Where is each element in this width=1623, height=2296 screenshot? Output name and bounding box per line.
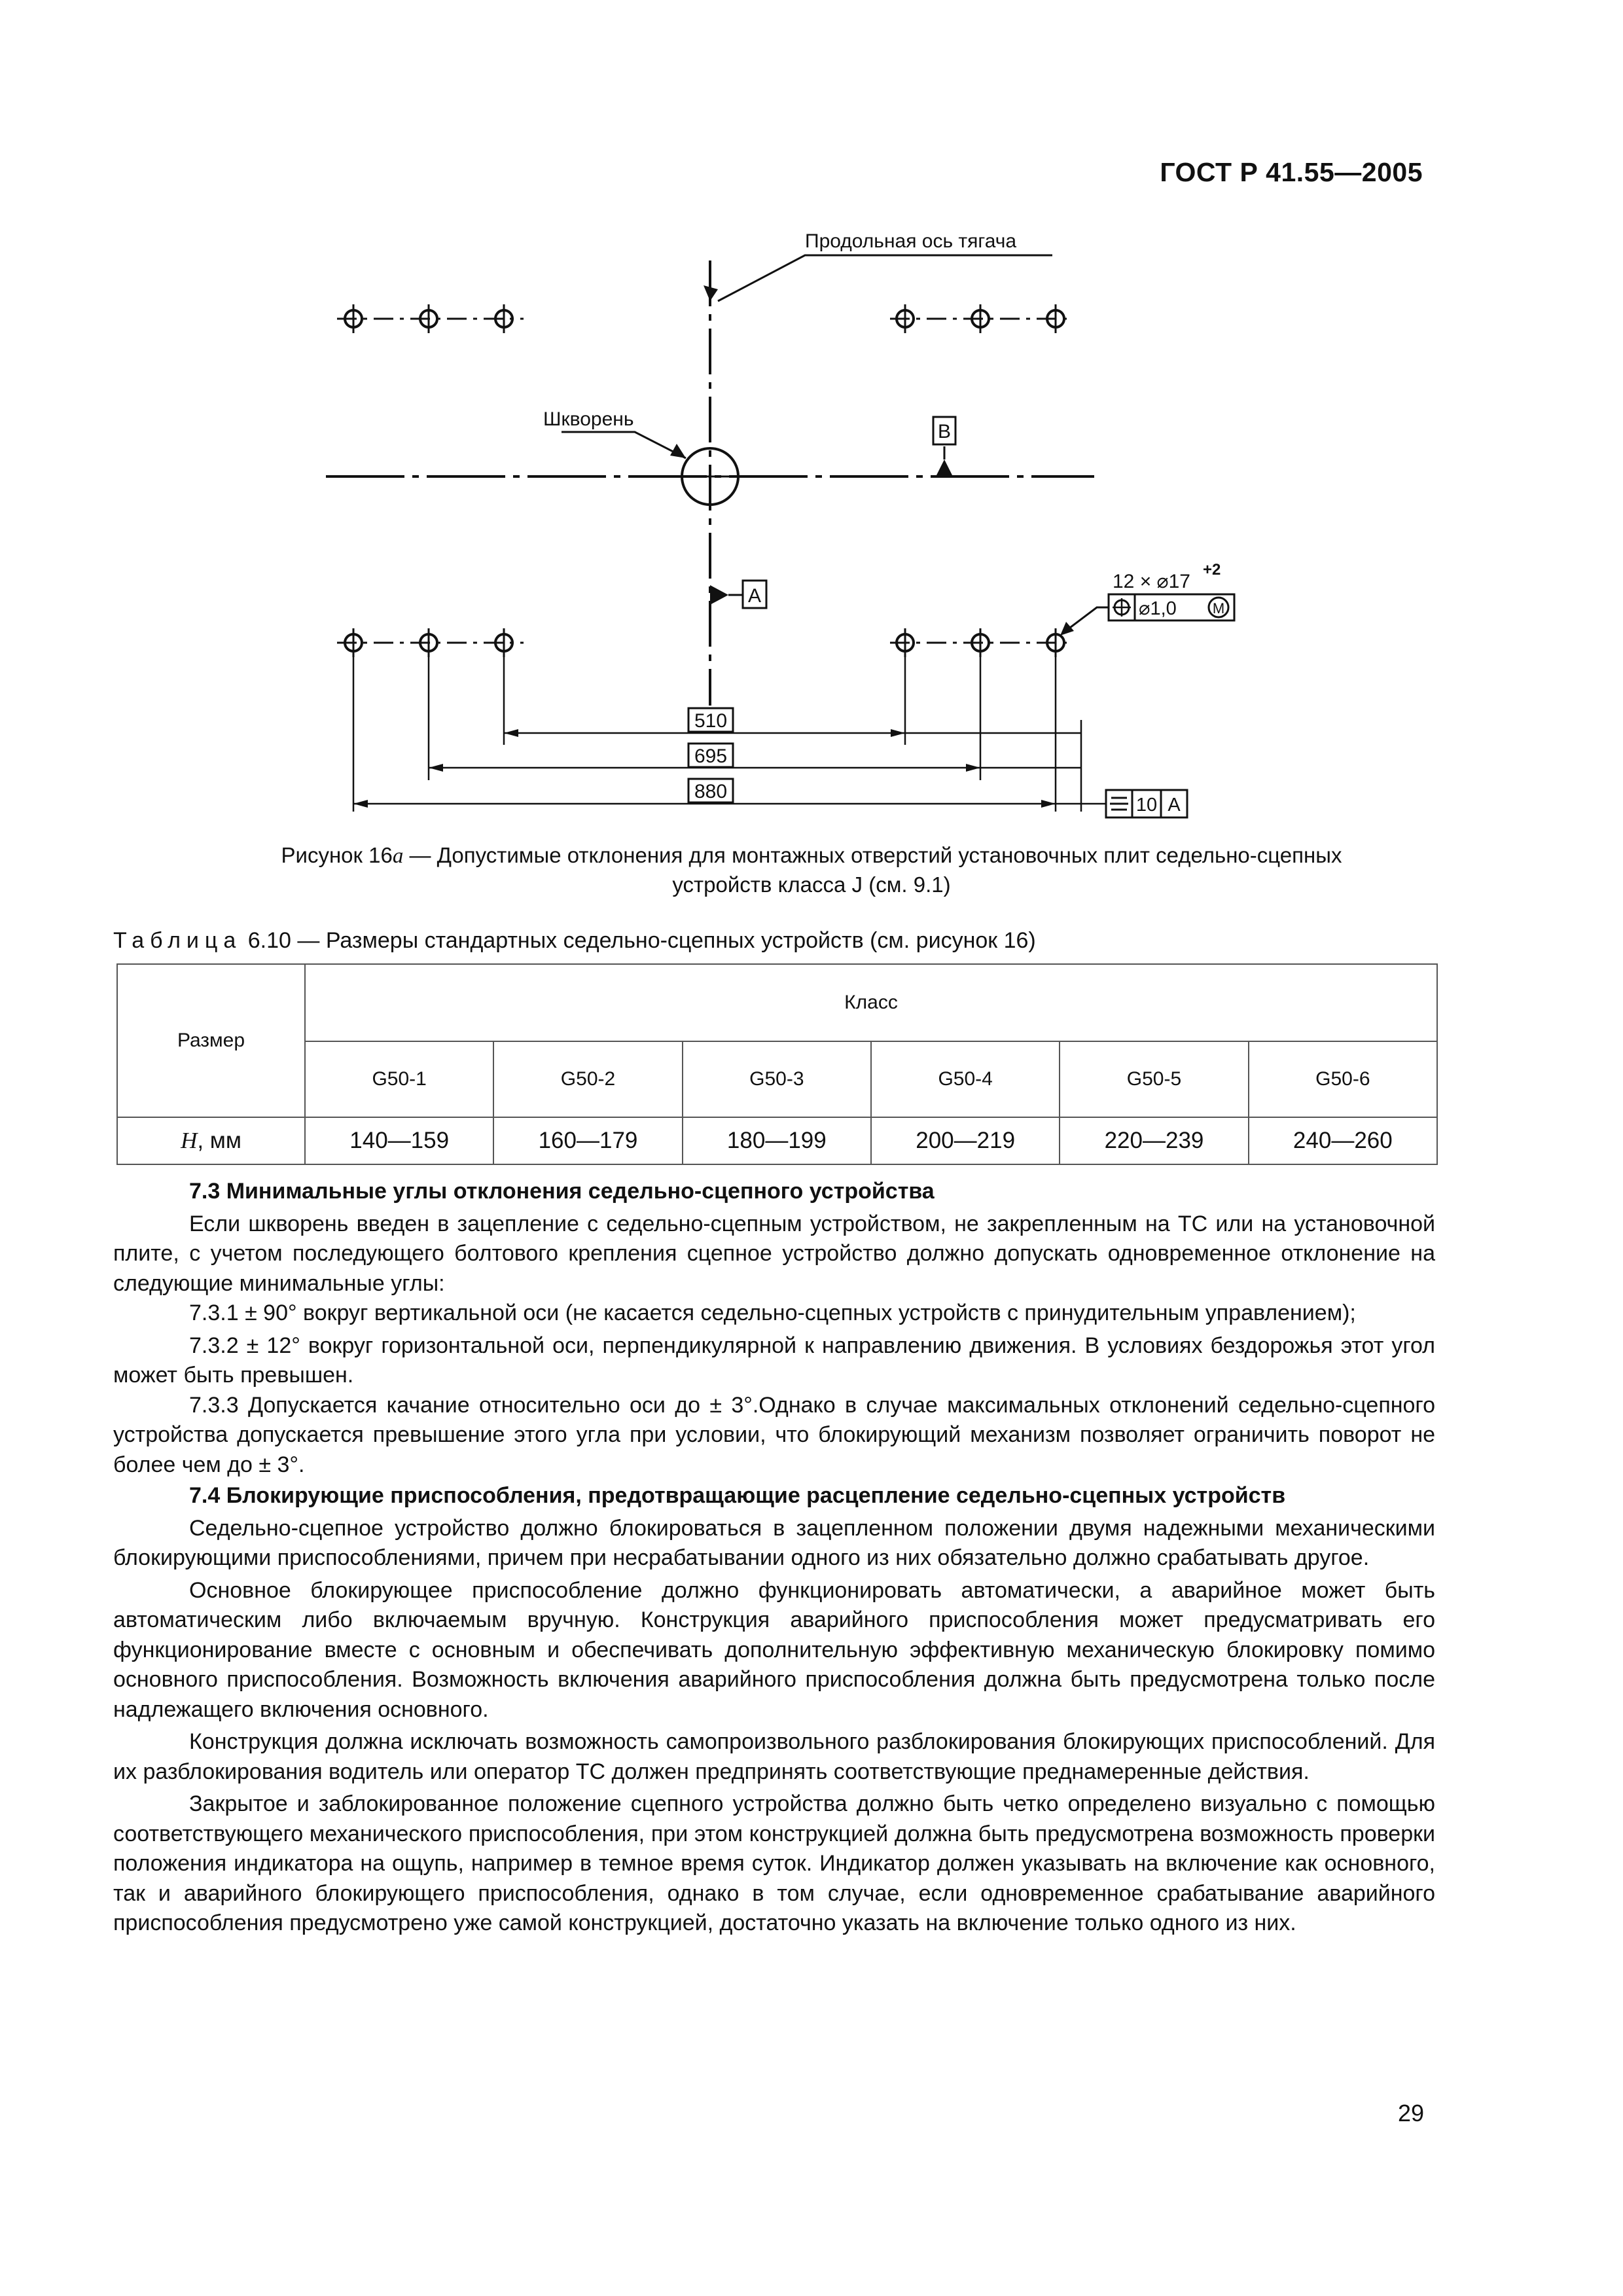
table-cell: 200—219 bbox=[871, 1117, 1060, 1164]
symmetry-datum: A bbox=[1168, 795, 1181, 816]
table-row bbox=[117, 1117, 1437, 1164]
column-header: G50-3 bbox=[683, 1041, 871, 1117]
paragraph: 7.3.3 Допускается качание относительно оси до ± 3°.Однако в случае максимальных отклонений седельно-сцепного устройства допускается превышение этого угла при условии, что блокирующий механизм позволяет ограничить поворот не более чем до ± 3°. bbox=[113, 1392, 1435, 1477]
header-class: Класс bbox=[305, 964, 1437, 1041]
paragraph: 7.3.2 ± 12° вокруг горизонтальной оси, перпендикулярной к направлению движения. В условиях бездорожья этот угол может быть превышен. bbox=[113, 1333, 1435, 1388]
symmetry-tolerance-frame bbox=[1106, 790, 1187, 817]
axis-label-leader bbox=[718, 255, 1052, 301]
caption-prefix: Рисунок 16 bbox=[281, 843, 393, 867]
hole-spec-tolerance: +2 bbox=[1203, 561, 1221, 579]
bottom-left-hole-row bbox=[337, 628, 524, 657]
mounting-holes-drawing bbox=[281, 216, 1302, 838]
caption-letter: а bbox=[392, 844, 404, 868]
column-header: G50-6 bbox=[1249, 1041, 1437, 1117]
datum-b-marker bbox=[933, 417, 955, 476]
kingpin-label: Шкворень bbox=[543, 408, 634, 430]
column-header: G50-1 bbox=[305, 1041, 493, 1117]
caption-text: — Допустимые отклонения для монтажных отверстий установочных плит седельно-сцепных bbox=[403, 843, 1342, 867]
paragraph: 7.3.1 ± 90° вокруг вертикальной оси (не касается седельно-сцепных устройств с принудительным управлением); bbox=[189, 1300, 1356, 1325]
table-cell: 240—260 bbox=[1249, 1117, 1437, 1164]
table-cell: 220—239 bbox=[1060, 1117, 1248, 1164]
mmc-modifier: M bbox=[1212, 600, 1225, 617]
paragraph: Закрытое и заблокированное положение сцепного устройства должно быть четко определено визуально с помощью соответствующего механического приспособления, при этом конструкцией должна быть предусмотрена возможность проверки положения индикатора на ощупь, например в темное время суток. Индикатор должен указывать на включение как основного, так и аварийного блокирующего приспособления, однако в том случае, если одновременное срабатывание аварийного приспособления предусмотрено уже самой конструкцией, достаточно указать на включение только одного из них. bbox=[113, 1791, 1435, 1935]
row-label-unit: , мм bbox=[197, 1128, 241, 1153]
column-header: G50-4 bbox=[871, 1041, 1060, 1117]
section-heading-7-4: 7.4 Блокирующие приспособления, предотвращающие расцепление седельно-сцепных устройств bbox=[189, 1483, 1286, 1508]
paragraph: Если шкворень введен в зацепление с седельно-сцепным устройством, не закрепленным на ТС или на установочной плите, с учетом последующего болтового крепления сцепное устройство должно допускать одновременное отклонение на следующие минимальные углы: bbox=[113, 1211, 1435, 1296]
table-title bbox=[113, 928, 1036, 954]
hole-position-callout bbox=[1060, 561, 1234, 636]
table-cell: 180—199 bbox=[683, 1117, 871, 1164]
section-heading-7-3: 7.3 Минимальные углы отклонения седельно-сцепного устройства bbox=[189, 1179, 935, 1204]
header-size: Размер bbox=[117, 964, 305, 1117]
table-word: Таблица bbox=[113, 928, 242, 953]
dimensions-table bbox=[116, 963, 1438, 1165]
dimension-880: 880 bbox=[694, 781, 728, 802]
datum-b-label: B bbox=[937, 421, 952, 442]
dimension-695: 695 bbox=[694, 745, 728, 767]
paragraph: Основное блокирующее приспособление должно функционировать автоматически, а аварийное может быть автоматическим либо включаемым вручную. Конструкция аварийного приспособления может предусматривать его функционирование вместе с основным и обеспечивать дополнительную эффективную механическую блокировку помимо основного приспособления. Возможность включения аварийного приспособления должна быть предусмотрена только после надлежащего включения основного. bbox=[113, 1577, 1435, 1722]
column-header: G50-5 bbox=[1060, 1041, 1248, 1117]
table-title-text: 6.10 — Размеры стандартных седельно-сцепных устройств (см. рисунок 16) bbox=[247, 928, 1036, 953]
row-label-variable: H bbox=[181, 1128, 198, 1153]
longitudinal-axis-label: Продольная ось тягача bbox=[805, 230, 1017, 252]
paragraph: Седельно-сцепное устройство должно блокироваться в зацепленном положении двумя надежными механическими блокирующими приспособлениями, причем при несрабатывании одного из них обязательно должно срабатывать другое. bbox=[113, 1515, 1435, 1570]
position-tolerance-value: ⌀1,0 bbox=[1139, 598, 1177, 619]
dimension-510: 510 bbox=[694, 710, 728, 732]
datum-a-label: A bbox=[747, 585, 762, 607]
symmetry-tolerance-value: 10 bbox=[1135, 795, 1158, 816]
caption-line-2: устройств класса J (см. 9.1) bbox=[672, 872, 951, 897]
row-label bbox=[117, 1117, 305, 1164]
top-right-hole-row bbox=[890, 304, 1070, 333]
column-header: G50-2 bbox=[493, 1041, 682, 1117]
body-text bbox=[113, 1175, 1435, 1939]
page-number: 29 bbox=[1397, 2100, 1424, 2126]
datum-a-marker bbox=[710, 581, 766, 608]
table-cell: 160—179 bbox=[493, 1117, 682, 1164]
top-left-hole-row bbox=[337, 304, 524, 333]
kingpin-leader bbox=[562, 432, 686, 458]
hole-spec-count: 12 × ⌀17 bbox=[1113, 571, 1190, 592]
paragraph: Конструкция должна исключать возможность самопроизвольного разблокирования блокирующих приспособлений. Для их разблокирования водитель или оператор ТС должен предпринять соответствующие преднамеренные действия. bbox=[113, 1729, 1435, 1784]
figure-caption bbox=[131, 841, 1492, 899]
document-number: ГОСТ Р 41.55—2005 bbox=[1160, 157, 1423, 187]
dimension-values bbox=[688, 708, 733, 802]
table-cell: 140—159 bbox=[305, 1117, 493, 1164]
